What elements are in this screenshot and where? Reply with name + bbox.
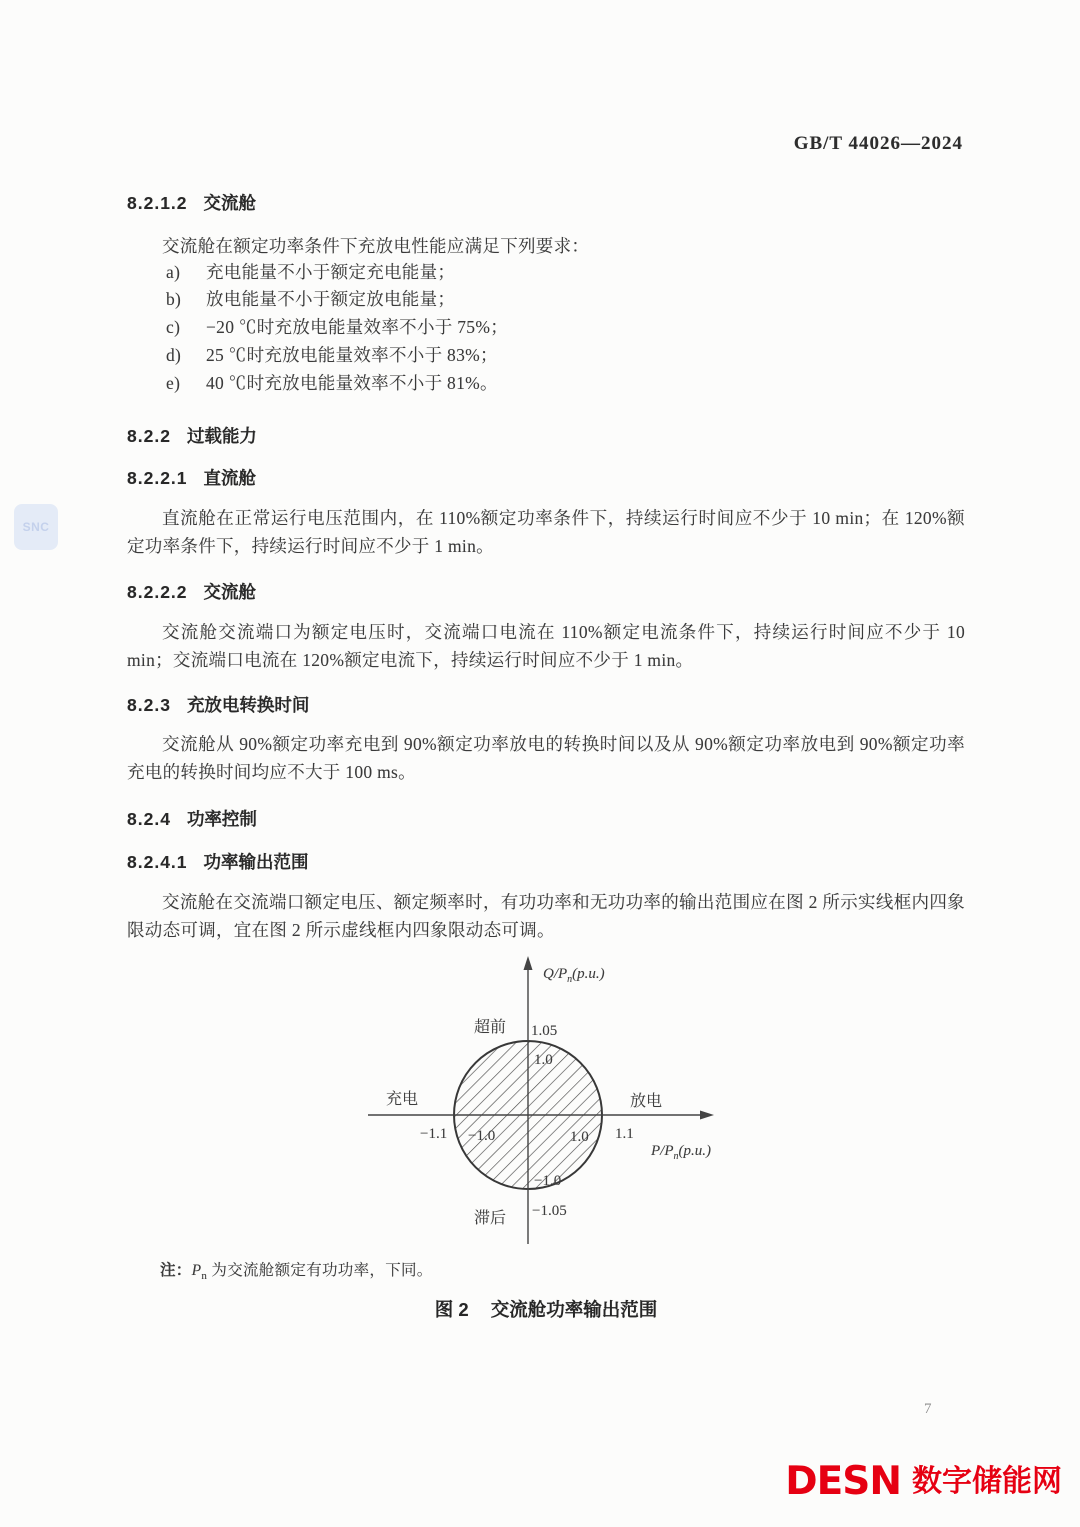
note-symbol-subscript: n	[201, 1270, 208, 1283]
list-item-a	[166, 259, 455, 284]
x-axis-label: $P/P_n(p.u.)$	[651, 1143, 711, 1162]
figure-caption	[127, 1296, 965, 1322]
watermark-badge	[14, 504, 58, 550]
heading-title: 功率输出范围	[203, 852, 309, 872]
paragraph-8-2-2-2: 交流舱交流端口为额定电压时，交流端口电流在 110%额定电流条件下，持续运行时间应不少于 10 min；交流端口电流在 120%额定电流下，持续运行时间应不少于 1 min。	[127, 622, 965, 670]
note-text: 为交流舱额定有功功率，下同。	[211, 1262, 433, 1279]
heading-number: 8.2.2.1	[127, 468, 188, 488]
list-item-label: c)	[166, 317, 181, 337]
heading-8-2-1-2	[127, 190, 256, 215]
x-axis-arrow-icon	[700, 1111, 714, 1120]
figure-caption-number: 图 2	[434, 1299, 469, 1320]
tick-x-1-1: 1.1	[615, 1126, 634, 1142]
list-item-label: d)	[166, 345, 182, 365]
paragraph-8-2-3: 交流舱从 90%额定功率充电到 90%额定功率放电的转换时间以及从 90%额定功率放电到 90%额定功率充电的转换时间均应不大于 100 ms。	[127, 734, 965, 782]
tick-x-m1-0: −1.0	[468, 1128, 496, 1144]
list-item-c	[166, 314, 508, 339]
site-logo	[785, 1459, 1062, 1504]
heading-number: 8.2.4.1	[127, 852, 188, 872]
heading-title: 功率控制	[186, 809, 257, 829]
heading-number: 8.2.2	[127, 426, 171, 446]
heading-8-2-2-1	[127, 465, 256, 490]
heading-number: 8.2.3	[127, 695, 171, 715]
paragraph-8-2-2-1: 直流舱在正常运行电压范围内，在 110%额定功率条件下，持续运行时间应不少于 10 min；在 120%额定功率条件下，持续运行时间应不少于 1 min。	[127, 508, 965, 556]
tick-x-m1-1: −1.1	[420, 1126, 448, 1142]
heading-title: 交流舱	[203, 582, 257, 602]
tick-y-m1-05: −1.05	[532, 1203, 567, 1219]
heading-8-2-3	[127, 692, 309, 717]
heading-number: 8.2.2.2	[127, 582, 188, 602]
figure-caption-title: 交流舱功率输出范围	[490, 1299, 658, 1320]
paragraph-8-2-4-1: 交流舱在交流端口额定电压、额定频率时，有功功率和无功功率的输出范围应在图 2 所示实线框内四象限动态可调，宜在图 2 所示虚线框内四象限动态可调。	[127, 892, 965, 940]
tick-y-m1-0: −1.0	[534, 1173, 562, 1189]
page-number: 7	[924, 1401, 932, 1417]
heading-8-2-4-1	[127, 849, 309, 874]
label-discharge: 放电	[630, 1093, 663, 1110]
y-axis-label: $Q/P_n(p.u.)$	[543, 966, 605, 985]
list-item-text: 放电能量不小于额定放电能量；	[206, 289, 456, 309]
label-lagging: 滞后	[474, 1210, 507, 1227]
tick-y-1-05: 1.05	[531, 1023, 558, 1039]
heading-title: 直流舱	[203, 468, 257, 488]
figure-note	[160, 1258, 433, 1282]
list-item-b	[166, 286, 455, 311]
list-item-d	[166, 342, 498, 367]
list-item-label: b)	[166, 289, 182, 309]
label-charge: 充电	[386, 1091, 419, 1108]
list-item-label: e)	[166, 373, 181, 393]
heading-8-2-2-2	[127, 579, 256, 604]
paragraph-8-2-1-2-intro: 交流舱在额定功率条件下充放电性能应满足下列要求：	[162, 236, 590, 256]
heading-title: 过载能力	[186, 426, 257, 446]
heading-8-2-4	[127, 806, 257, 831]
heading-title: 充放电转换时间	[186, 695, 310, 715]
list-item-text: −20 ℃时充放电能量效率不小于 75%；	[206, 317, 508, 337]
heading-title: 交流舱	[203, 193, 257, 213]
figure-power-output-diagram	[330, 948, 750, 1258]
list-item-text: 充电能量不小于额定充电能量；	[206, 262, 456, 282]
tick-y-1-0: 1.0	[534, 1052, 553, 1068]
watermark-text: SNC	[22, 520, 50, 534]
list-item-text: 25 ℃时充放电能量效率不小于 83%；	[206, 345, 498, 365]
y-axis-arrow-icon	[524, 956, 533, 970]
heading-number: 8.2.1.2	[127, 193, 188, 213]
list-item-text: 40 ℃时充放电能量效率不小于 81%。	[206, 373, 498, 393]
tick-x-1-0: 1.0	[570, 1129, 589, 1145]
label-leading: 超前	[474, 1019, 507, 1036]
logo-cjk-text: 数字储能网	[912, 1464, 1062, 1498]
logo-latin-text: DESN	[785, 1459, 901, 1504]
heading-number: 8.2.4	[127, 809, 171, 829]
note-prefix: 注：	[160, 1262, 192, 1279]
heading-8-2-2	[127, 423, 257, 448]
list-item-label: a)	[166, 262, 181, 282]
standard-number-header: GB/T 44026—2024	[793, 133, 963, 154]
list-item-e	[166, 370, 498, 395]
note-symbol: P	[191, 1262, 202, 1279]
